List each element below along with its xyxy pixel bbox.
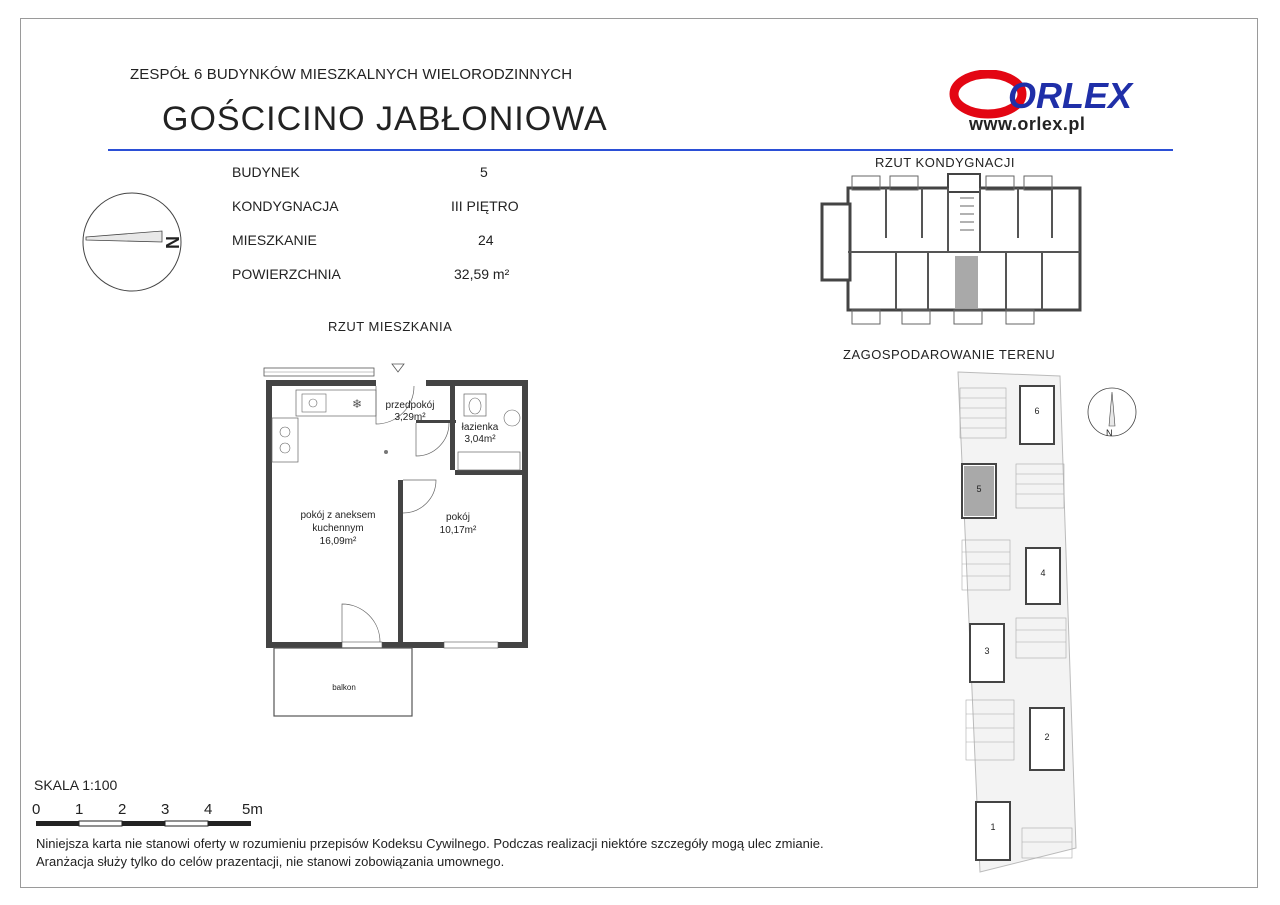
room-bedroom-name: pokój xyxy=(446,512,470,523)
compass-needle-icon xyxy=(86,231,162,242)
orlex-logo xyxy=(948,70,1178,120)
section-site-plan: ZAGOSPODAROWANIE TERENU xyxy=(843,347,1056,362)
info-label-mieszkanie: MIESZKANIE xyxy=(232,232,317,248)
info-label-budynek: BUDYNEK xyxy=(232,164,300,180)
scale-tick-1: 1 xyxy=(75,801,84,818)
info-value-kondygnacja: III PIĘTRO xyxy=(451,198,519,214)
section-apartment-plan: RZUT MIESZKANIA xyxy=(328,319,453,334)
floor-highlight-apartment xyxy=(955,256,978,308)
scale-tick-3: 3 xyxy=(161,801,170,818)
compass-north-label: N xyxy=(162,236,182,249)
section-floor-plan: RZUT KONDYGNACJI xyxy=(875,155,1015,170)
room-living-area: 16,09m² xyxy=(319,536,357,547)
apartment-plan xyxy=(258,360,538,725)
scale-tick-4: 4 xyxy=(204,801,213,818)
compass xyxy=(80,190,184,294)
room-living-name-2: kuchennym xyxy=(312,523,364,534)
room-bathroom-name: łazienka xyxy=(461,422,499,433)
site-building-4: 4 xyxy=(1040,568,1046,578)
scale-label: SKALA 1:100 xyxy=(34,777,118,793)
disclaimer-line-2: Aranżacja służy tylko do celów prazentacji, nie stanowi zobowiązania umownego. xyxy=(36,854,505,869)
svg-text:❄: ❄ xyxy=(352,397,363,411)
info-value-powierzchnia: 32,59 m² xyxy=(454,266,510,282)
site-building-6: 6 xyxy=(1034,406,1040,416)
room-hall-area: 3,29m² xyxy=(394,412,426,423)
site-building-1: 1 xyxy=(990,822,996,832)
site-building-2: 2 xyxy=(1044,732,1050,742)
site-compass-needle-icon xyxy=(1109,392,1115,426)
floor-plan xyxy=(818,168,1083,328)
scale-bar xyxy=(35,818,267,830)
room-balcony-name: balkon xyxy=(332,683,356,692)
info-label-kondygnacja: KONDYGNACJA xyxy=(232,198,339,214)
room-hall-name: przedpokój xyxy=(385,400,435,411)
header-divider xyxy=(108,149,1173,151)
scale-tick-0: 0 xyxy=(32,801,41,818)
scale-tick-5: 5m xyxy=(242,801,263,818)
logo-text: ORLEX xyxy=(1008,75,1133,116)
disclaimer xyxy=(36,835,824,871)
room-bathroom-area: 3,04m² xyxy=(464,434,496,445)
disclaimer-line-1: Niniejsza karta nie stanowi oferty w rozumieniu przepisów Kodeksu Cywilnego. Podczas realizacji niektóre szczegóły mogą ulec zmianie. xyxy=(36,836,824,851)
room-living-name-1: pokój z aneksem xyxy=(300,510,376,521)
site-building-3: 3 xyxy=(984,646,990,656)
info-value-budynek: 5 xyxy=(480,164,488,180)
project-subtitle: ZESPÓŁ 6 BUDYNKÓW MIESZKALNYCH WIELORODZINNYCH xyxy=(130,66,573,83)
site-plan xyxy=(940,368,1140,878)
logo-url: www.orlex.pl xyxy=(969,114,1086,134)
room-bedroom-area: 10,17m² xyxy=(439,525,477,536)
info-value-mieszkanie: 24 xyxy=(478,232,494,248)
project-title: GOŚCICINO JABŁONIOWA xyxy=(162,100,608,138)
info-label-powierzchnia: POWIERZCHNIA xyxy=(232,266,341,282)
scale-tick-2: 2 xyxy=(118,801,127,818)
site-compass-north-label: N xyxy=(1106,428,1113,438)
site-building-5: 5 xyxy=(976,484,982,494)
